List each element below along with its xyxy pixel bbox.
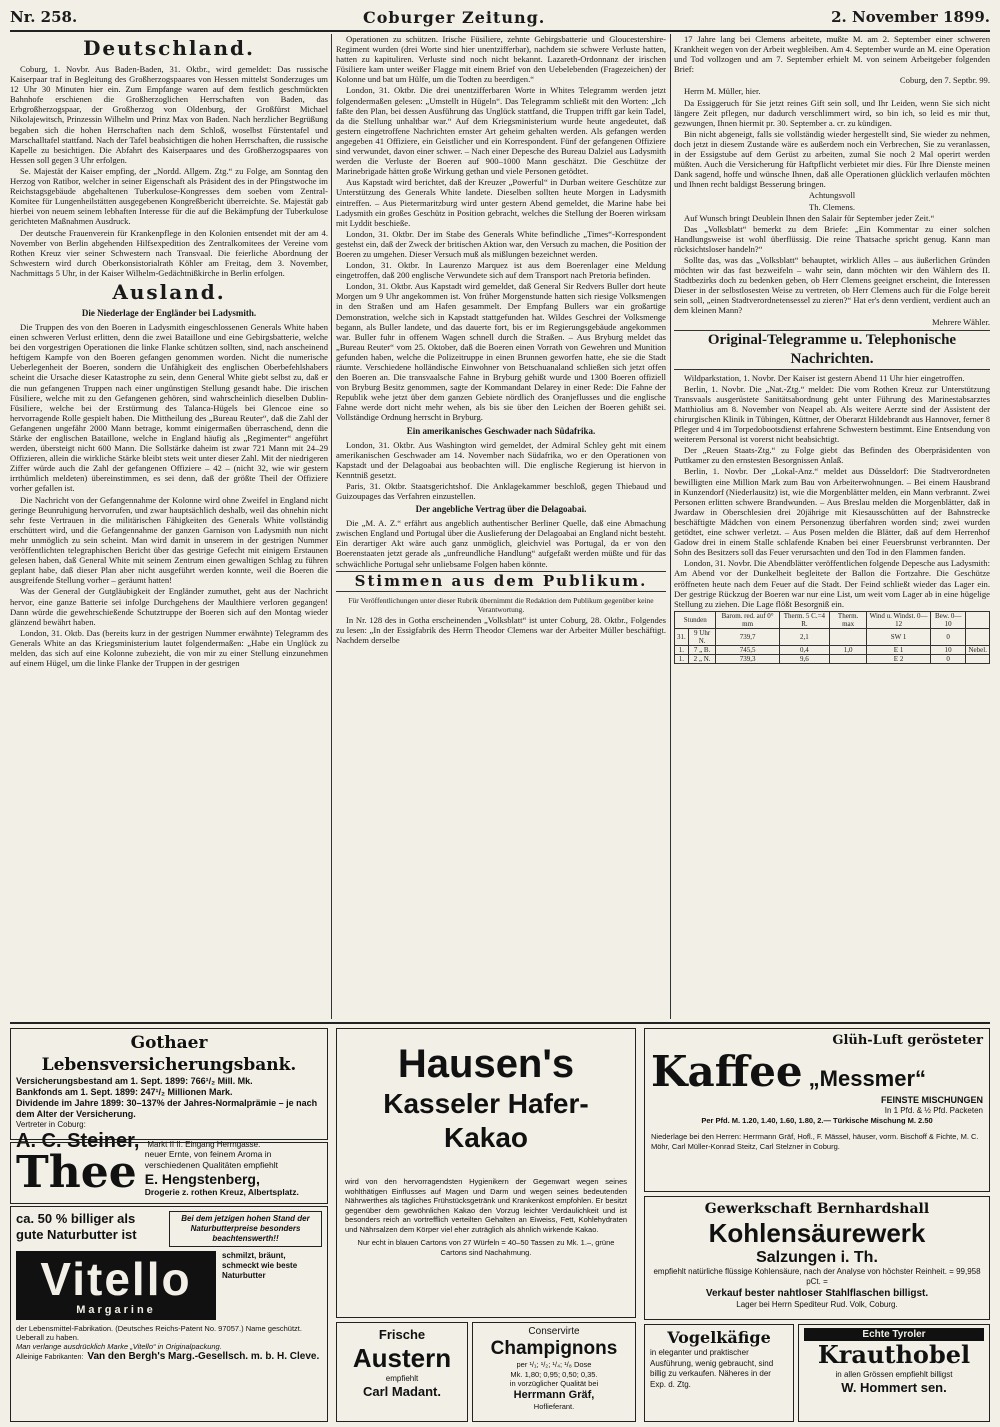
ad-line: Versicherungsbestand am 1. Sept. 1899: 766¹/₂ Mill. Mk. <box>16 1076 253 1086</box>
ad-line: Dividende im Jahre 1899: 30–137% der Jahres-Normalprämie – je nach dem Alter der Versicherung. <box>16 1098 318 1119</box>
article-paragraph: London, 31. Oktbr. Aus Kapstadt wird gemeldet, daß General Sir Redvers Buller dort heute Morgen um 9 Uhr angekommen ist. Von früher Morgenstunde hatten sich riesige Volksmengen in den Straßen und am Hafen gesammelt. Der Empfang Bullers war ein großartige Demonstration, welche sich in Kapstadt stattgefunden hat. Wildes Geschrei der Volksmenge begann, als Buller landete, und das dauerte fort, bis er im Regierungsgebäude angekommen war. Buller fuhr in offenem Wagen schnell durch die Straßen. – Aus Bryburg meldet das „Bureau Reuter“ vom 25. Oktober, daß die Boeren einen Vorrath von Gewehren und Munition gefunden haben, welche die Polizeitruppe in einen Brunnen geworfen hatte, ehe sie die Stadt räumte. Verschiedene holländische Einwohner von Betschuanaland schließen sich jetzt offen den Boeren an. Die transvaalsche Fahne in Bryburg gehißt wurde und 1300 Boeren offiziell von Bryburg Besitz genommen, sagte der Kommandant Delarey in einer Rede: Die Fahne der Republik wehe jetzt über dem ganzen Gebiete nördlich des Oranjeflusses und die englische Fahne werde dort nicht mehr wehen, als bis sie über den Leichen der Boeren gehißt sei. Vollständige Ordnung herrscht in Bryburg. <box>336 281 666 423</box>
ad-line: Bankfonds am 1. Sept. 1899: 247¹/₂ Millionen Mark. <box>16 1087 233 1097</box>
article-paragraph: Da Essiggeruch für Sie jetzt reines Gift sein soll, und Ihr Leiden, wenn Sie sich nicht längere Zeit pflegen, nur dadurch verschlimmert wird, so bin ich, so leid es mir thut, gezwungen, Ihnen hiermit pr. 30. September a. cr. zu kündigen. <box>674 97 990 128</box>
article-paragraph: Die Nachricht von der Gefangennahme der Kolonne wird ohne Zweifel in England nicht geringe Beunruhigung hervorrufen, und zwar hauptsächlich deshalb, weil das ohnehin nicht sehr feste Vertrauen in die militärischen Fähigkeiten des Generals White vollständig erschüttert wird, und die Gefangennahme der ganzen Garnison von Ladysmith nun nicht mehr unmöglich zu sein scheint. Man wird damit in unserem in der gestrigen Nummer veröffentlichten telegraphischen Bericht über das gestrige Gefecht mit einigem Erstaunen gelesen haben, daß General White mit seinem Zentrum einen gewaltigen Schlag zu führen geplant habe, daß dieser Plan aber nicht ausgeführt werden konnte, weil die Boeren die ausgreifende Stellung vorher – geräumt hatten! <box>10 494 328 586</box>
masthead <box>10 4 990 32</box>
weather-header: Therm. 5 C.=4 R. <box>779 611 829 628</box>
section-heading-publikum: Stimmen aus dem Publikum. <box>336 571 666 592</box>
letter-signature: Th. Clemens. <box>808 201 856 212</box>
weather-header: Wind u. Windst. 0—12 <box>867 611 931 628</box>
ad-line: Vertreter in Coburg: <box>16 1120 86 1129</box>
ad-vogelkaefige <box>644 1324 794 1422</box>
ad-maker: Van den Bergh's Marg.-Gesellsch. m. b. H. Cleve. <box>87 1351 320 1362</box>
ad-line: neuer Ernte, von feinem Aroma in verschiedenen Qualitäten empfiehlt <box>144 1148 278 1170</box>
ad-title: Vogelkäfige <box>667 1328 771 1347</box>
ad-address: Drogerie z. rothen Kreuz, Albertsplatz. <box>144 1186 299 1197</box>
ad-name: W. Hommert sen. <box>841 1380 947 1395</box>
column-1 <box>10 34 328 1019</box>
article-paragraph: London, 31. Oktb. Das (bereits kurz in der gestrigen Nummer erwähnte) Telegramm des Generals White an das Kriegsministerium lautet folgendermaßen: „Habe ein Unglück zu melden, das sich auf eine Kolonne zubezieht, die von mir zu einer Stellung einzunehmen auf einem Hügel, um die linke Flanke der Truppen in der gestrigen <box>10 627 328 669</box>
article-paragraph: Was der General der Gutgläubigkeit der Engländer zumuthet, geht aus der Nachricht hervor, eine ganze Batterie sei infolge Durchgehens der Maulthiere verloren gegangen! Dann würde die gewehrschießende Schutztruppe der Boeren sich auf den Montag wieder glänzend bewährt haben. <box>10 586 328 627</box>
weather-row <box>675 654 990 663</box>
weather-cell: E 2 <box>867 654 931 663</box>
weather-cell <box>830 654 867 663</box>
ad-dealers: Niederlage bei den Herren: Herrmann Gräf, Hofl., F. Mässel, häuser, vorm. Bischoff & Fichte, M. C. Möhr, Carl Müller-Konrad Steitz, Carl Stelzner in Coburg. <box>651 1132 979 1151</box>
article-paragraph: London, 31. Oktbr. Aus Washington wird gemeldet, der Admiral Schley geht mit einem amerikanischen Geschwader am 14. November nach Südafrika, wo er den Operationen von Kapstadt und der Delagoabai aus beobachten will. Die englische Regierung ist hiervon in Kenntniß gesetzt. <box>336 439 666 480</box>
article-paragraph: London, 31. Novbr. Die Abendblätter veröffentlichen folgende Depesche aus Ladysmith: Am Abend vor der Dunkelheit begleitete der Ballon die Fortzahre. Die Geschütze eröffneten heute nach dem Feuer auf die Stadt. Der Feind schließt wieder das Lager ein. Der gestrige Rückzug der Boeren war nur eine List, um weit vom Lager ab in eine hügelige Stellung zu ziehen. Die Lage flößt Besorgniß ein. <box>674 558 990 609</box>
article-paragraph: Der deutsche Frauenverein für Krankenpflege in den Kolonien entsendet mit der am 4. November von Berlin abgehenden Hilfsexpedition des Zentralkomitees der Vereine vom Rothen Kreuz vier seiner Schwestern nach Transvaal. Die feierliche Abordnung der Schwestern wird durch Oberkonsistorialrath Köhler am Freitag, dem 3. November, Nachmittags 5 Uhr, in der Kaiser Wilhelm-Gedächtnißkirche in Berlin erfolgen. <box>10 227 328 278</box>
article-paragraph: Die „M. A. Z.“ erfährt aus angeblich authentischer Berliner Quelle, daß eine Abmachung zwischen England und Portugal über die Auslieferung der Delagoabai an England nicht besteht. Ein derartiger Akt wäre auch ganz unmöglich, gleichviel was Portugal, da er von den Boerenstaaten jetzt gerade als „unfreundliche Handlung“ aufgefaßt werden müßte und für das schwächliche Portugal sehr unliebsame Folgen haben könnte. <box>336 518 666 569</box>
article-paragraph: London, 31. Oktbr. In Laurenzo Marquez ist aus dem Boerenlager eine Meldung eingetroffen, daß 200 englische Verwundete sich auf dem Transport nach Pretoria befinden. <box>336 260 666 281</box>
weather-table <box>674 611 990 664</box>
weather-cell: 1,0 <box>830 645 867 654</box>
ad-top: Echte Tyroler <box>804 1328 984 1341</box>
ad-austern <box>336 1322 468 1422</box>
section-heading-deutschland: Deutschland. <box>83 36 255 60</box>
article-subheading: Ein amerikanisches Geschwader nach Südafrika. <box>406 425 596 436</box>
article-paragraph: Aus Kapstadt wird berichtet, daß der Kreuzer „Powerful“ in Durban weitere Geschütze zur Unterstützung des Generals White landete. Dieselben sollten heute Morgen in Ladysmith eintreffen. – Aus Pietermaritzburg wird unter gestern Abend gemeldet, die Marine habe bei Ladysmith ein großes Geschütz in Position gebracht, welches die Stellung der Boeren wirksam mit Lyddit beschieße. <box>336 177 666 228</box>
weather-cell: 31. <box>675 628 689 645</box>
ad-big-word: Champignons <box>490 1338 618 1359</box>
ad-brand: „Messmer“ <box>808 1066 927 1091</box>
ad-big-word: Kohlensäurewerk <box>708 1218 926 1248</box>
editorial-note: Für Veröffentlichungen unter dieser Rubrik übernimmt die Redaktion dem Publikum gegenüber keine Verantwortung. <box>348 595 654 614</box>
weather-header: Stunden <box>675 611 716 628</box>
column-rule <box>331 34 332 1019</box>
ad-line: Verkauf bester nahtloser Stahlflaschen billigst. <box>705 1288 929 1299</box>
ad-line: FEINSTE MISCHUNGEN <box>880 1095 983 1105</box>
ad-brand: Vitello <box>40 1253 192 1305</box>
ad-line: Hoflieferant. <box>533 1401 575 1411</box>
article-paragraph: Die Truppen des von den Boeren in Ladysmith eingeschlossenen Generals White haben einen schweren Verlust erlitten, denn die zwei Bataillone und eine Gebirgsbatterie, welche bei den vorgestrigen Operationen die linke Flanke schützen sollten, sind, nach anscheinend heftigem Kampfe von den Boeren gefangen genommen worden. Nicht die numerische Ueberlegenheit der Boeren, sondern die Unfähigkeit des englischen Oberbefehlshabers scheint die Ursache dieser Katastrophe zu sein, denn General White giebt selbst zu, daß er die nun gefangenen Truppen nach einer ungünstigen Stellung gesandt habe. Die irischen Füsiliere, welche mit zu den Gefangenen gehören, sind wahrscheinlich dieselben Dublin-Füsiliere, welche bei der Erstürmung des Talanca-Hügels bei Glencoe eine so hervorragende Rolle gespielt haben. Die Mittheilung des „Bureau Reuter“, daß die Zahl der Gefangenen ungefähr 2000 Mann betrage, kommt einigermaßen überraschend, denn die Stärke der englischen Bataillone, welche in England häufig als „Regimenter“ angeführt werden, übersteigt nicht 600 Mann. Die Sollstärke daheim ist zwar 721 Mann mit 24–29 Offizieren, allein die wirkliche Stärke bleibt stets weit unter dieser Zahl. Mit der niedrigeren Ziffer würde auch die Zahl der gefangenen Offiziere – 42 – (nicht 32, wie wir gestern irrthümlich meldeten) übereinstimmen, es sei denn, daß der größte Theil der Offiziere vorher gefallen ist. <box>10 321 328 494</box>
ad-line: in vorzüglicher Qualität bei <box>509 1379 599 1388</box>
ad-text: in allen Grössen empfiehlt billigst <box>835 1370 953 1379</box>
section-heading-telegramme: Original-Telegramme u. Telephonische Nachrichten. <box>674 330 990 370</box>
ad-kohlensaeure <box>644 1196 990 1320</box>
article-paragraph: Das „Volksblatt“ bemerkt zu dem Briefe: „Ein Kommentar zu einer solchen Handlungsweise ist wohl überflüssig. Die reine Thatsache spricht genug. Kann man rücksichtsloser handeln?“ <box>674 223 990 254</box>
ad-thee <box>10 1142 328 1204</box>
weather-cell: 2 „ N. <box>688 654 716 663</box>
ad-name: Carl Madant. <box>362 1384 441 1399</box>
ad-name: Herrmann Gräf, <box>513 1388 595 1401</box>
letter-salutation: Herrn M. Müller, hier. <box>684 86 761 97</box>
article-paragraph: Auf Wunsch bringt Deublein Ihnen den Salair für September jeder Zeit.“ <box>684 212 935 223</box>
ad-line: per ¹/₁; ¹/₂; ¹/₄; ¹/₈ Dose <box>516 1360 592 1369</box>
ad-line: ca. 50 % billiger als gute Naturbutter ist <box>16 1211 137 1242</box>
weather-header: Barom. red. auf 0° mm <box>716 611 779 628</box>
weather-cell: 745,5 <box>716 645 779 654</box>
signature: Mehrere Wähler. <box>931 316 990 327</box>
ad-big-word: Austern <box>352 1343 452 1373</box>
ad-maker-label: Alleinige Fabrikanten: <box>16 1354 84 1361</box>
weather-row <box>675 628 990 645</box>
ad-big-word: Thee <box>16 1147 137 1198</box>
weather-cell: 9,6 <box>779 654 829 663</box>
weather-cell: 739,3 <box>716 654 779 663</box>
ad-line: Lager bei Herrn Spediteur Rud. Volk, Coburg. <box>736 1300 898 1309</box>
ad-krauthobel <box>798 1324 990 1422</box>
article-paragraph: Operationen zu schützen. Irische Füsiliere, zehnte Gebirgsbatterie und Gloucestershire-Regiment wurden (drei Worte sind hier unentzifferbar), nachdem sie schwere Verluste hatten, hatten zu kapituliren. Verluste sind noch nicht bekannt. Lazareth-Ordonnanz der irischen Füsiliere kam unter weißer Flagge mit einem Brief von den Uebelebenden (Fragezeichen) der Kolonne und bat um Hülfe, um die Todten zu beerdigen.“ <box>336 34 666 85</box>
weather-cell: 739,7 <box>716 628 779 645</box>
ad-place: Salzungen i. Th. <box>756 1249 878 1266</box>
letter-date: Coburg, den 7. Septbr. 99. <box>899 75 990 86</box>
weather-header <box>966 611 990 628</box>
ad-title: Hausen's <box>397 1042 575 1086</box>
weather-cell: 1. <box>675 654 689 663</box>
ad-brand-sub: Margarine <box>76 1304 156 1316</box>
ad-agent-address: Markt II II. Eingang Herrngasse. <box>147 1140 261 1149</box>
weather-cell: 7 „ B. <box>688 645 716 654</box>
ad-vitello <box>10 1206 328 1422</box>
letter-closing: Achtungsvoll <box>808 190 856 201</box>
column-2 <box>336 34 666 1019</box>
ad-text: in eleganter und praktischer Ausführung, wenig gebraucht, sind billig zu verkaufen. Näheres in der Exp. d. Ztg. <box>650 1348 774 1389</box>
issue-date: 2. November 1899. <box>831 8 990 26</box>
weather-cell: 9 Uhr N. <box>688 628 716 645</box>
weather-cell: SW 1 <box>867 628 931 645</box>
ad-line: Per Pfd. M. 1.20, 1.40, 1.60, 1.80, 2.— Türkische Mischung M. 2.50 <box>701 1116 933 1125</box>
ad-top: Glüh-Luft gerösteter <box>832 1033 983 1048</box>
weather-cell: 1. <box>675 645 689 654</box>
column-3 <box>674 34 990 1019</box>
ad-firm: E. Hengstenberg, <box>144 1170 260 1187</box>
article-subheading: Der angebliche Vertrag über die Delagoabai. <box>415 504 587 515</box>
weather-cell <box>966 628 990 645</box>
weather-cell: 0 <box>930 654 966 663</box>
weather-cell: Nebel. <box>966 645 990 654</box>
ad-boxed-note: Bei dem jetzigen hohen Stand der Naturbutterpreise besonders beachtenswerth!! <box>169 1211 322 1247</box>
article-paragraph: Berlin, 1. Novbr. Der „Lokal-Anz.“ meldet aus Düsseldorf: Die Stadtverordneten bewilligten eine Million Mark zum Bau von Arbeiterwohnungen. – Bei einem Hausbrand in Kunzendorf (Niederlausitz) ist, wie die Morgenblätter melden, ein Mann verbrannt. Zwei Personen erlitten schwere Brandwunden. – Aus Breslau melden die Morgenblätter, daß in Jwardaw in Oberschlesien drei 20jährige mit Kiesausschütten auf der Bahnstrecke beschäftigte Mädchen von einem Personenzug überfahren worden sind; zwei wurden getödtet, eine schwer verletzt. – Aus Posen melden die Blätter, daß auf dem Herrenhof Gadow drei in einem Stalle schlafende Knaben bei einer Feuersbrunst verbrannten. Der Sohn des Besitzers soll das Feuer verursachten und den Tod in den Flammen fanden. <box>674 466 990 558</box>
article-paragraph: Coburg, 1. Novbr. Aus Baden-Baden, 31. Oktbr., wird gemeldet: Das russische Kaiserpaar traf in Begleitung des Großherzogspaares von Hessen mittelst Sonderzuges um 12 Uhr 30 Minuten hier ein. Zum Empfange waren auf dem festlich geschmückten Bahnhofe erschienen die Großherzoglichen Herrschaften von Baden, das Erbgroßherzogspaar, der Großherzog von Oldenburg, der Großfürst Michael Nikolajewitsch, Prinzessin Wilhelm und Prinz Max von Baden. Nach herzlicher Begrüßung begaben sich die hohen Herrschaften nach dem Schloß, woselbst Fürstentafel und Marschalltafel stattfand. Nach der Tafel beabsichtigen die hohen Herrschaften, die russische Kapelle zu besichtigen. Die Abfahrt des Kaiserpaares und des Großherzogspaares von Hessen soll gegen 3 Uhr erfolgen. <box>10 64 328 165</box>
weather-cell <box>830 628 867 645</box>
weather-header-row <box>675 611 990 628</box>
article-paragraph: Sollte das, was das „Volksblatt“ behauptet, wirklich Alles – aus äußerlichen Gründen möchten wir das fast bezweifeln – wahr sein, dann möchten wir den Wählern des II. Stadtbezirks doch zu bedenken geben, ob Herr Clemens geeignet erscheint, die Interessen Dieser in der selbstlosesten Weise zu vertreten, ob Herr Clemens auch für die Folge bereit sein soll, „einen Stadtverordnetensessel zu zieren?“ Hat er's denn verdient, verdient auch an dem kleinen Mann? <box>674 254 990 316</box>
weather-row <box>675 645 990 654</box>
ad-title: Gothaer Lebensversicherungsbank. <box>41 1033 297 1075</box>
weather-cell: 0,4 <box>779 645 829 654</box>
article-paragraph: In Nr. 128 des in Gotha erscheinenden „Volksblatt“ ist unter Coburg, 28. Oktbr., Folgendes zu lesen: „In der Essigfabrik des Herrn Theodor Clemens war der Arbeiter Müller beschäftigt. Nachdem derselbe <box>336 614 666 645</box>
article-paragraph: Der „Reuen Staats-Ztg.“ zu Folge giebt das Befinden des Oberpräsidenten von Puttkamer zu den ernstesten Besorgnissen Anlaß. <box>674 445 990 466</box>
issue-number: Nr. 258. <box>10 8 78 26</box>
ad-top: Conservirte <box>528 1326 580 1337</box>
article-paragraph: Paris, 31. Oktbr. Staatsgerichtshof. Die Anklagekammer beschloß, gegen Thiebaud und Guizoupages das Verfahren einzustellen. <box>336 480 666 502</box>
ad-agent-name: A. C. Steiner, <box>16 1130 140 1152</box>
ad-line: empfiehlt natürliche flüssige Kohlensäure, nach der Analyse von höchster Reinheit. = 99,958 pCt. = <box>653 1267 981 1286</box>
article-paragraph: Berlin, 1. Novbr. Die „Nat.-Ztg.“ meldet: Die vom Rothen Kreuz zur Unterstützung Transvaals ausgerüstete Sanitätsabordnung geht unter Führung des Marinestabsarztes Matthiolius am 8. November von Neapel ab. Als weitere Aerzte sind der Assistent der chirurgischen Klinik in Tübingen, Küttner, der Oberarzt Hildebrandt aus Hannover, ferner 8 Pfleger und 4 im Torpedobootsdienst erfahrene Schwestern bestimmt. Eine Entsendung von weiterem Personal ist vorerst nicht beabsichtigt. <box>674 383 990 445</box>
weather-cell: 0 <box>930 628 966 645</box>
article-paragraph: Bin nicht abgeneigt, falls sie vollständig wieder hergestellt sind, Sie wieder zu nehmen, doch jetzt in diesem Zustande wäre es außerdem noch ein Verbrechen, Sie zu veranlassen, in der Essigstube auf dem Gerüst zu arbeiten, zumal Sie noch 2 Mal operirt werden müßten. Auch die Versicherung für Haftpflicht verbietet mir dies. Für Ihre Dienste meinen Dank sagend, hoffe und wünsche Ihnen, daß alle Operationen glücklich verlaufen möchten und Ihnen recht baldigst Besserung bringen. <box>674 128 990 190</box>
newspaper-title: Coburger Zeitung. <box>362 7 546 27</box>
ad-line: schmilzt, bräunt, schmeckt wie beste Naturbutter <box>222 1251 298 1280</box>
column-rule <box>670 34 671 1019</box>
article-paragraph: London, 31. Oktbr. Die drei unentzifferbaren Worte in Whites Telegramm werden jetzt folgendermaßen gelesen: „Umstellt in Hügeln“. Das Telegramm schließt mit den Worten: „Ich faßte den Plan, bei dessen Ausführung das Unglück stattfand, die Truppen trifft gar kein Tadel, da die Stellung unhaltbar war.“ Auf dem Kriegsministerium wurde heute angedeutet, daß gestern eingetroffene Nachrichten ernster Art geheim gehalten werden. Als gefangen werden angegeben 41 Offiziere, ein Geistlicher und ein Korrespondent. Fünf der gefangenen Offiziere sind verwundet, davon einer schwer. – Nach einer Depesche des Bureau Dalziel aus Ladysmith werden die Verluste der Boeren auf 900–1000 Mann geschätzt. Die Geschütze der Marinebrigade hätten große Wirkung gethan und viele Personen getödtet. <box>336 85 666 177</box>
ad-section-rule <box>10 1022 990 1024</box>
weather-cell: E 1 <box>867 645 931 654</box>
ad-kaffee <box>644 1028 990 1192</box>
article-paragraph: London, 31. Oktbr. Der im Stabe des Generals White befindliche „Times“-Korrespondent gestehst ein, daß der Zweck der britischen Aktion war, den Versuch zu machen, die Position der Boeren zu umgehen. Dieser Versuch muß als mißlungen bezeichnet werden. <box>336 228 666 259</box>
article-paragraph: 17 Jahre lang bei Clemens arbeitete, mußte M. am 2. September einer schweren Krankheit wegen von der Arbeit wegbleiben. Am 4. September wurde an M. eine Operation und Tod vollzogen und am 7. September erhielt M. von seinem Arbeitgeber folgenden Brief: <box>674 34 990 75</box>
ad-line: empfiehlt <box>385 1374 419 1383</box>
article-paragraph: Wildparkstation, 1. Novbr. Der Kaiser ist gestern Abend 11 Uhr hier eingetroffen. <box>684 372 965 383</box>
weather-cell: 2,1 <box>779 628 829 645</box>
article-subheading: Die Niederlage der Engländer bei Ladysmith. <box>81 307 257 318</box>
ad-product: Kasseler Hafer-Kakao <box>383 1088 589 1153</box>
section-heading-ausland: Ausland. <box>112 279 226 304</box>
ad-text: wird von den hervorragendsten Hygienikern der Gegenwart wegen seines wohlthätigen Einflusses auf Magen und Darm und wegen seines bedeutenden Nährwerthes als tägliches Frühstücksgetränk und Krankenkost empfohlen. Er besitzt gegenüber dem gewöhnlichen Kakao den Vorzug leichter Verdaulichkeit und ist besonders reich an vortrefflich verteilten Gehalten an Eiweiss, Fett, Kohlehydraten und Nährsalzen dem Körper viel eher zuträglich als ähnlich wirkende Kakao. <box>345 1177 627 1234</box>
weather-header: Bew. 0—10 <box>930 611 966 628</box>
ad-big-word: Krauthobel <box>817 1340 971 1369</box>
weather-header: Therm. max <box>830 611 867 628</box>
ad-hausen <box>336 1028 636 1318</box>
ad-big-word: Kaffee <box>651 1047 803 1096</box>
ad-title: Gewerkschaft Bernhardshall <box>704 1201 930 1217</box>
ad-line: Man verlange ausdrücklich Marke „Vitello“ in Originalpackung. <box>16 1342 222 1351</box>
weather-cell <box>966 654 990 663</box>
ad-line: In 1 Pfd. & ½ Pfd. Packeten <box>884 1106 983 1115</box>
ad-champignons <box>472 1322 636 1422</box>
weather-cell: 10 <box>930 645 966 654</box>
article-paragraph: Se. Majestät der Kaiser empfing, der „Nordd. Allgem. Ztg.“ zu Folge, am Sonntag den Herzog von Ratibor, welcher in seiner Eigenschaft als Präsident des in der Pfingstwoche im Reichstagsgebäude abgehaltenen Tuberkulose-Kongresses dem soeben vom Zentral-Komitee für Lungenheilstätten ausgegebenen Kongreßbericht überreichte. Se. Majestät gab hierbei von neuem seinem lebhaften Interesse für die auf die Bekämpfung der Tuberkulose gerichteten Maßnahmen Ausdruck. <box>10 165 328 227</box>
ad-gothaer <box>10 1028 328 1152</box>
ad-line: Mk. 1,80; 0,95; 0,50; 0,35. <box>510 1369 598 1379</box>
ad-top: Frische <box>378 1327 426 1342</box>
ad-note: Nur echt in blauen Cartons von 27 Würfeln = 40–50 Tassen zu Mk. 1.–, grüne Cartons sind Nachahmung. <box>357 1238 615 1257</box>
ad-line: der Lebensmittel-Fabrikation. (Deutsches Reichs-Patent No. 97057.) Name geschützt. Ueberall zu haben. <box>16 1324 302 1342</box>
